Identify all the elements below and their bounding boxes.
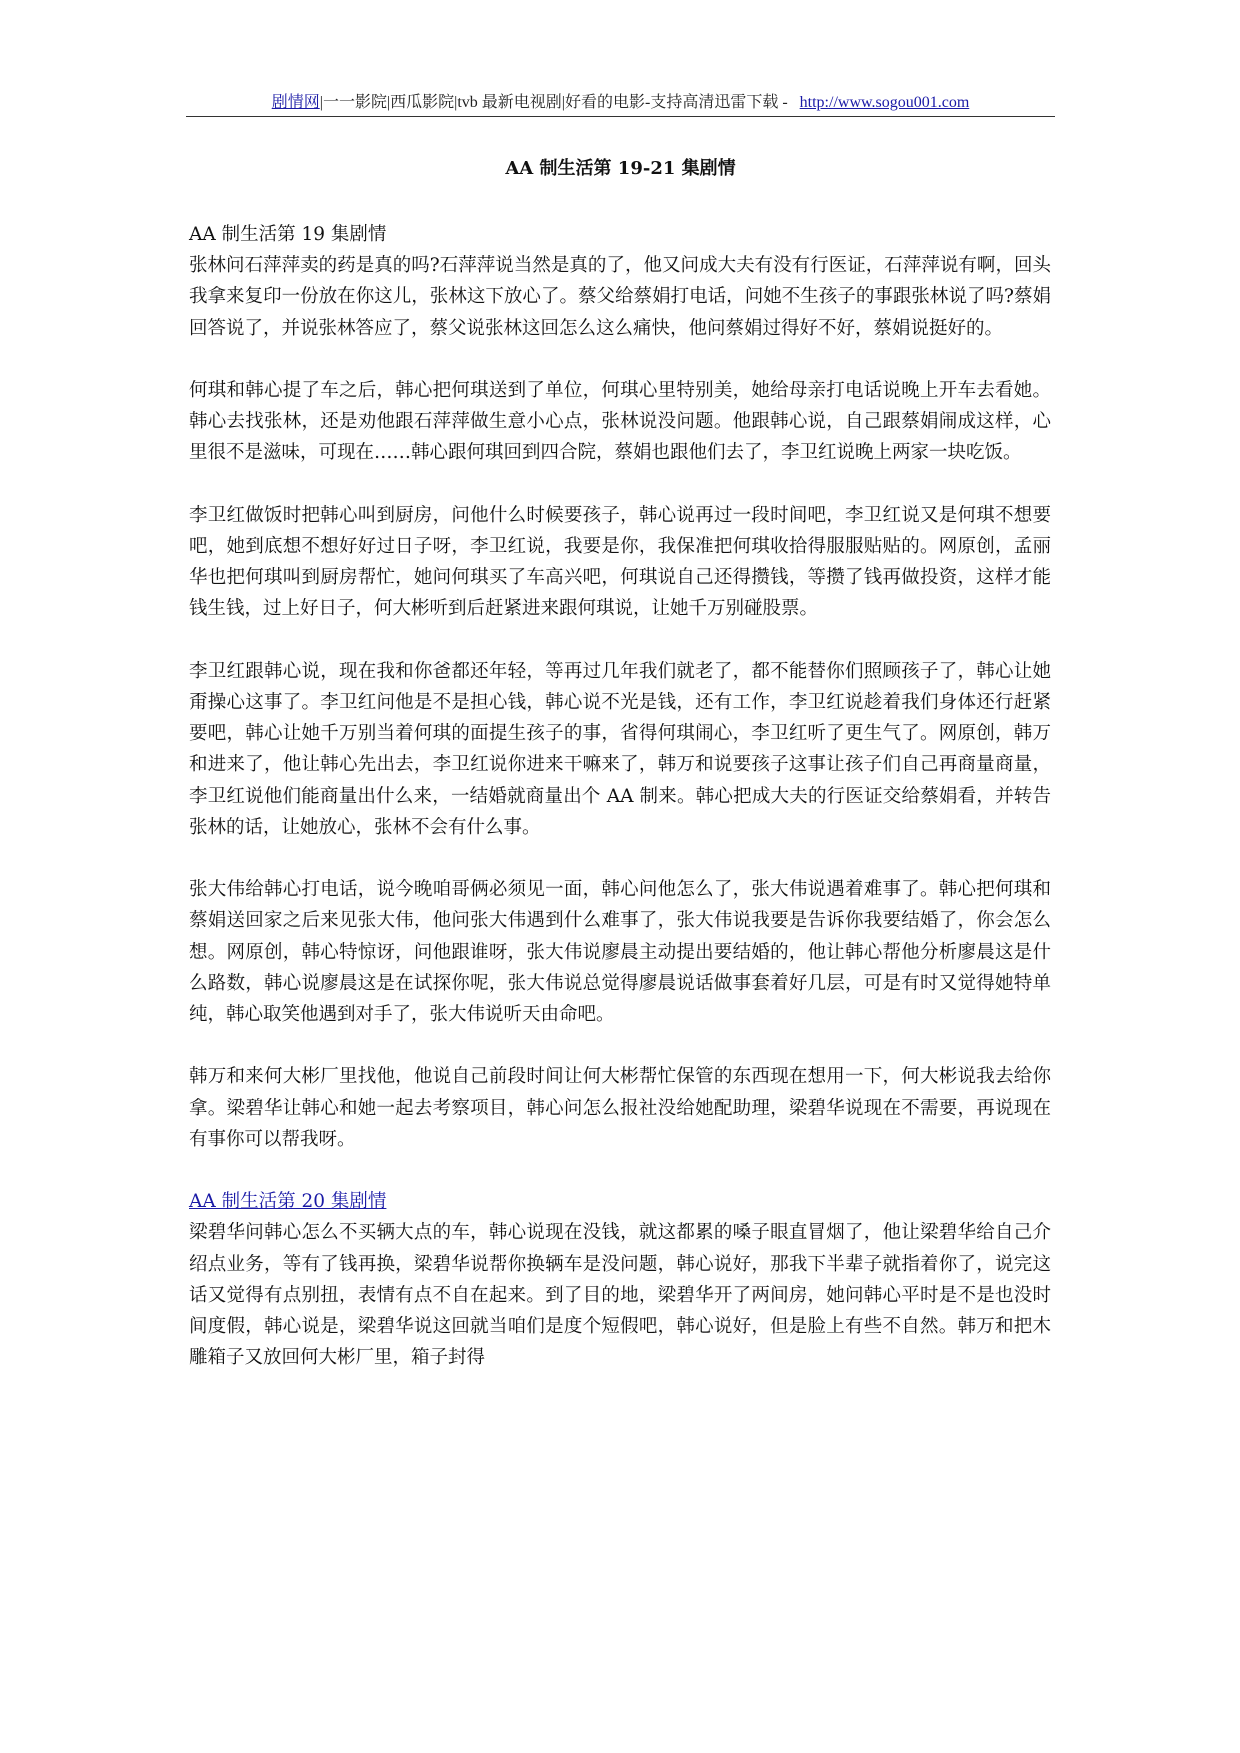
paragraph: 梁碧华问韩心怎么不买辆大点的车，韩心说现在没钱，就这都累的嗓子眼直冒烟了，他让梁碧华给自己介绍点业务，等有了钱再换，梁碧华说帮你换辆车是没问题，韩心说好，那我下半辈子就指着你了，说完这话又觉得有点别扭，表情有点不自在起来。到了目的地，梁碧华开了两间房，她问韩心平时是不是也没时间度假，韩心说是，梁碧华说这回就当咱们是度个短假吧，韩心说好，但是脸上有些不自然。韩万和把木雕箱子又放回何大彬厂里，箱子封得 — [189, 1222, 1051, 1369]
site-link[interactable]: 剧情网 — [271, 94, 320, 111]
header-divider — [186, 116, 1055, 117]
document-title: AA 制生活第 19-21 集剧情 — [505, 158, 736, 179]
page-header — [186, 88, 1055, 118]
site-description: |一一影院|西瓜影院|tvb 最新电视剧|好看的电影-支持高清迅雷下载 - — [319, 94, 788, 111]
paragraph: 韩万和来何大彬厂里找他，他说自己前段时间让何大彬帮忙保管的东西现在想用一下，何大彬说我去给你拿。梁碧华让韩心和她一起去考察项目，韩心问怎么报社没给她配助理，梁碧华说现在不需要，再说现在有事你可以帮我呀。 — [189, 1066, 1051, 1150]
paragraph: 李卫红做饭时把韩心叫到厨房，问他什么时候要孩子，韩心说再过一段时间吧，李卫红说又是何琪不想要吧，她到底想不想好好过日子呀，李卫红说，我要是你，我保准把何琪收拾得服服贴贴的。网原创，孟丽华也把何琪叫到厨房帮忙，她问何琪买了车高兴吧，何琪说自己还得攒钱，等攒了钱再做投资，这样才能钱生钱，过上好日子，何大彬听到后赶紧进来跟何琪说，让她千万别碰股票。 — [189, 504, 1051, 620]
section-heading-episode-19: AA 制生活第 19 集剧情 — [189, 224, 387, 245]
document-body — [189, 219, 1051, 1373]
paragraph: 张大伟给韩心打电话，说今晚咱哥俩必须见一面，韩心问他怎么了，张大伟说遇着难事了。韩心把何琪和蔡娟送回家之后来见张大伟，他问张大伟遇到什么难事了，张大伟说我要是告诉你我要结婚了，你会怎么想。网原创，韩心特惊讶，问他跟谁呀，张大伟说廖晨主动提出要结婚的，他让韩心帮他分析廖晨这是什么路数，韩心说廖晨这是在试探你呢，张大伟说总觉得廖晨说话做事套着好几层，可是有时又觉得她特单纯，韩心取笑他遇到对手了，张大伟说听天由命吧。 — [189, 879, 1051, 1026]
paragraph: 李卫红跟韩心说，现在我和你爸都还年轻，等再过几年我们就老了，都不能替你们照顾孩子了，韩心让她甭操心这事了。李卫红问他是不是担心钱，韩心说不光是钱，还有工作，李卫红说趁着我们身体还行赶紧要吧，韩心让她千万别当着何琪的面提生孩子的事，省得何琪闹心，李卫红听了更生气了。网原创，韩万和进来了，他让韩心先出去，李卫红说你进来干嘛来了，韩万和说要孩子这事让孩子们自己再商量商量，李卫红说他们能商量出什么来，一结婚就商量出个 AA 制来。韩心把成大夫的行医证交给蔡娟看，并转告张林的话，让她放心，张林不会有什么事。 — [189, 660, 1051, 838]
paragraph: 何琪和韩心提了车之后，韩心把何琪送到了单位，何琪心里特别美，她给母亲打电话说晚上开车去看她。韩心去找张林，还是劝他跟石萍萍做生意小心点，张林说没问题。他跟韩心说，自己跟蔡娟闹成这样，心里很不是滋味，可现在……韩心跟何琪回到四合院，蔡娟也跟他们去了，李卫红说晚上两家一块吃饭。 — [189, 380, 1051, 464]
paragraph: 张林问石萍萍卖的药是真的吗?石萍萍说当然是真的了，他又问成大夫有没有行医证，石萍萍说有啊，回头我拿来复印一份放在你这儿，张林这下放心了。蔡父给蔡娟打电话，问她不生孩子的事跟张林说了吗?蔡娟回答说了，并说张林答应了，蔡父说张林这回怎么这么痛快，他问蔡娟过得好不好，蔡娟说挺好的。 — [189, 255, 1051, 339]
site-url-link[interactable]: http://www.sogou001.com — [799, 94, 970, 111]
section-heading-episode-20-link[interactable]: AA 制生活第 20 集剧情 — [189, 1191, 387, 1213]
